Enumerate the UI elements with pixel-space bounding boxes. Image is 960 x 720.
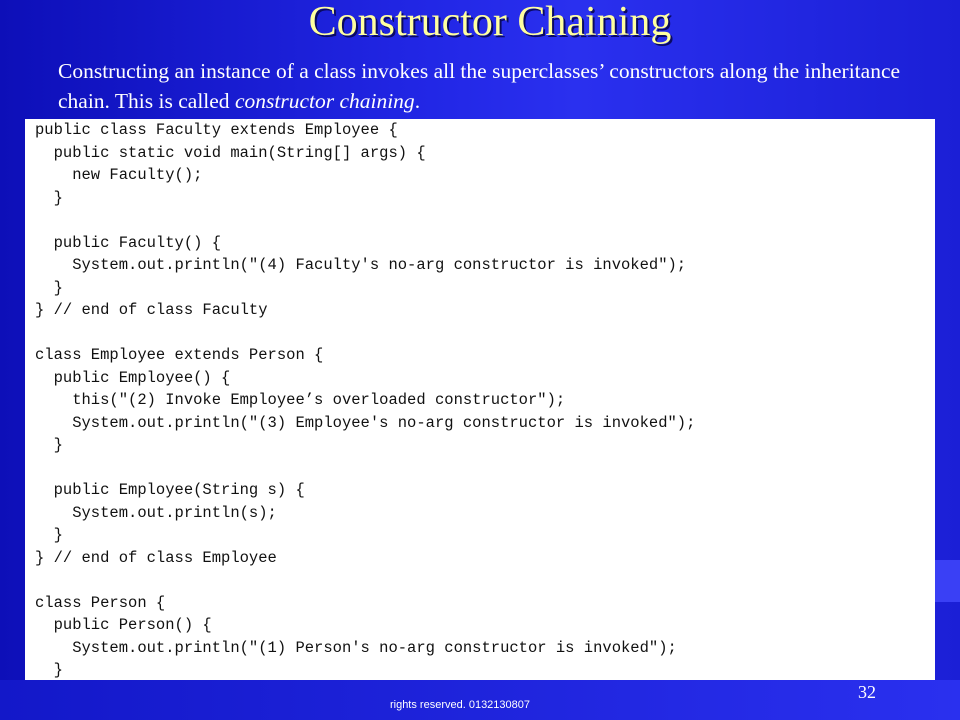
code-line: } [35,661,63,679]
code-line: } // end of class Employee [35,548,277,567]
intro-emphasis: constructor chaining [234,89,415,113]
intro-main: Constructing an instance of a class invokes all the superclasses’ constructors along the inheritance chain. This is called [58,59,901,113]
code-line: public Person() { [35,616,212,634]
code-line: } // end of class Faculty [35,301,268,319]
page-number: 32 [858,682,876,702]
code-line: System.out.println("(3) Employee's no-arg constructor is invoked"); [35,413,696,432]
code-block [35,119,935,704]
code-line [35,322,935,345]
code-line: public static void main(String[] args) { [35,143,426,162]
code-line: class Person { [35,593,166,612]
code-line: System.out.println("(1) Person's no-arg constructor is invoked"); [35,638,677,657]
side-decoration [935,560,960,602]
code-line: public Faculty() { [35,233,222,252]
code-line: } [35,436,63,454]
code-line: public Employee() { [35,368,231,387]
slide-title: Constructor Chaining [308,0,672,45]
code-line: } [35,526,63,544]
code-line: } [35,278,63,297]
footer-copyright: rights reserved. 0132130807 [389,699,531,711]
code-line: class Employee extends Person { [35,346,324,364]
code-line: this("(2) Invoke Employee’s overloaded constructor"); [35,391,566,409]
intro-text [58,56,938,116]
code-line: System.out.println("(4) Faculty's no-arg constructor is invoked"); [35,256,687,274]
code-line [35,569,935,592]
code-listing [25,119,935,699]
code-line: } [35,188,63,207]
code-line [35,457,935,480]
code-line: public class Faculty extends Employee { [35,121,398,139]
code-line: System.out.println(s); [35,503,277,522]
code-line: public Employee(String s) { [35,481,305,499]
intro-end: . [414,89,421,113]
code-line: new Faculty(); [35,166,203,184]
code-line [35,209,935,232]
